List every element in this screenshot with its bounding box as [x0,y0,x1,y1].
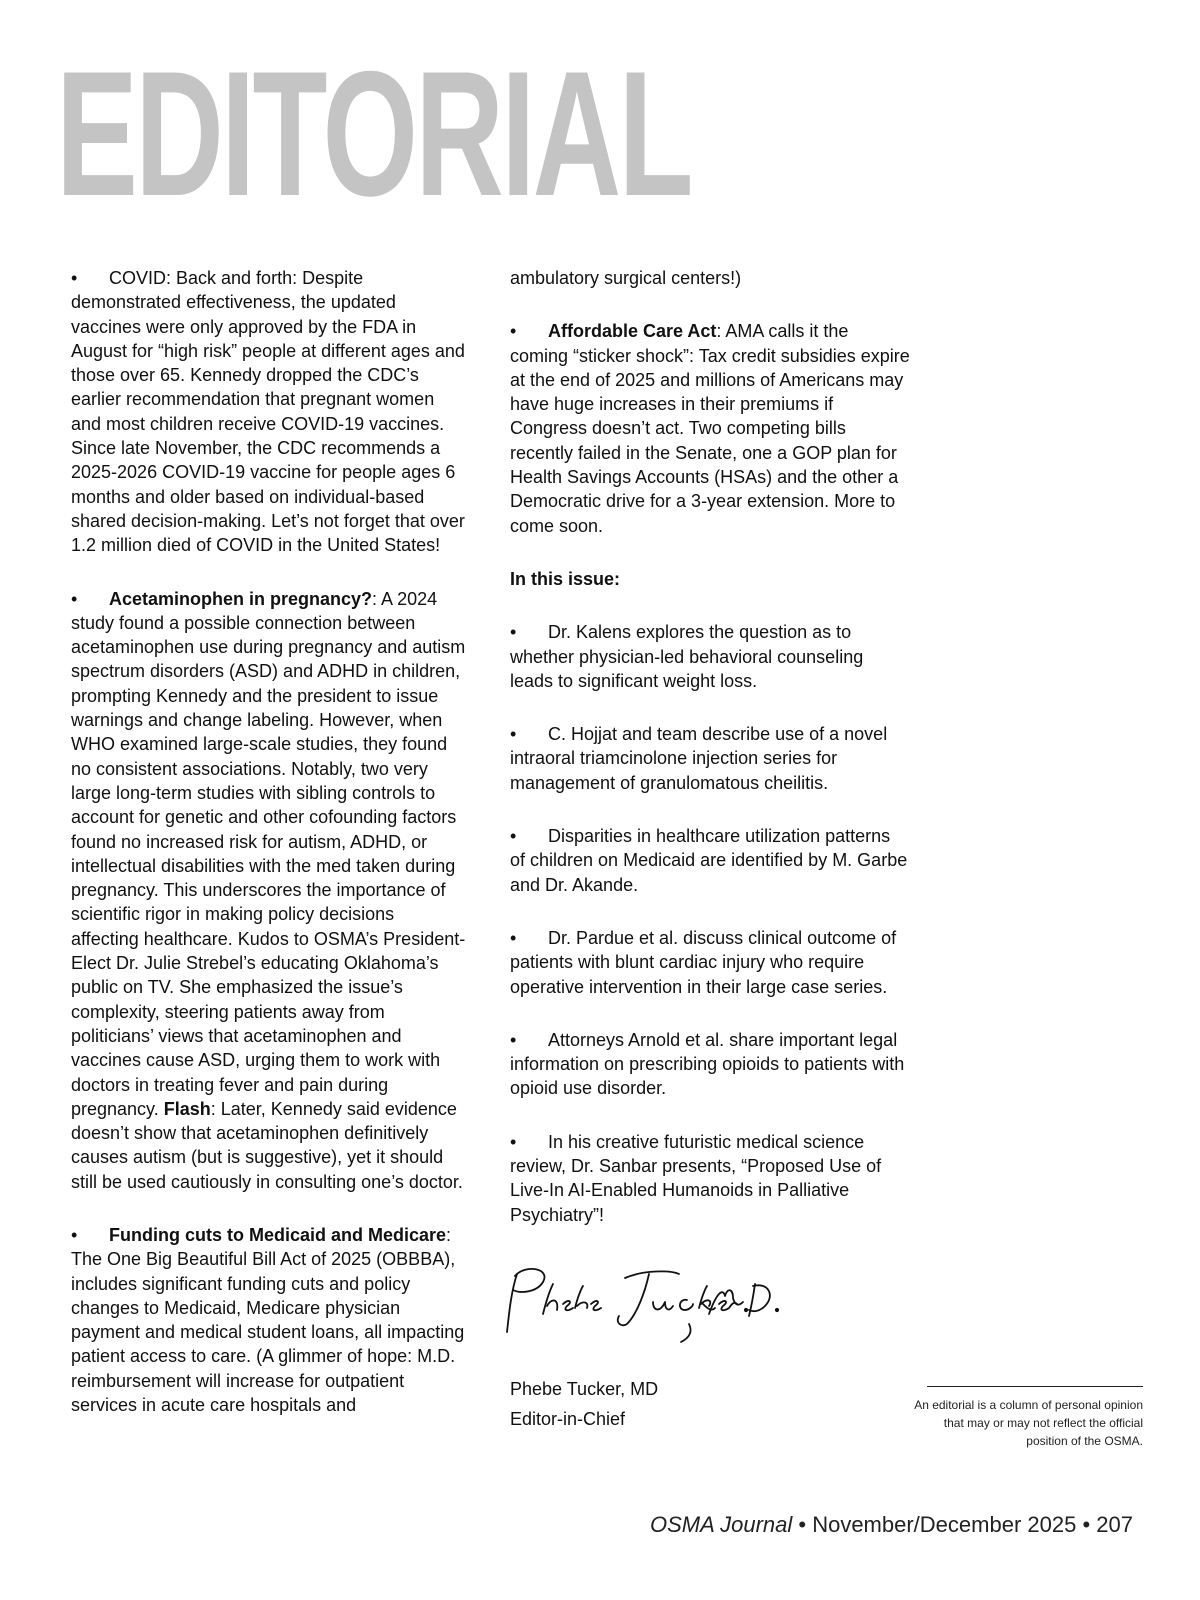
bullet: • [510,927,517,948]
issue-item-text: Dr. Pardue et al. discuss clinical outcome of patients with blunt cardiac injury who require operative intervention in their large case series. [510,927,897,997]
disclaimer-divider [927,1386,1143,1387]
continuation-text: ambulatory surgical centers!) [510,268,742,288]
funding-text: : The One Big Beautiful Bill Act of 2025 (OBBBA), includes significant funding cuts and policy changes to Medicaid, Medicare physician payment and medical student loans, all impacting patient access to care. (A glimmer of hope: M.D. reimbursement will increase for outpatient services in acute care hospitals and [71,1224,465,1416]
bullet: • [510,1131,517,1152]
disclaimer-note: An editorial is a column of personal opinion that may or may not reflect the official position of the OSMA. [914,1398,1143,1448]
acetaminophen-text-1: : A 2024 study found a possible connection between acetaminophen use during pregnancy and autism spectrum disorders (ASD) and ADHD in children, prompting Kennedy and the president to issue warnings and change labeling. However, when WHO examined large-scale studies, they found no consistent associations. Notably, two very large long-term studies with sibling controls to account for genetic and other cofounding factors found no increased risk for autism, ADHD, or intellectual disabilities with the med taken during pregnancy. This underscores the importance of scientific rigor in making policy decisions affecting healthcare. Kudos to OSMA’s President-Elect Dr. Julie Strebel’s educating Oklahoma’s public on TV. She emphasized the issue’s complexity, steering patients away from politicians’ views that acetaminophen and vaccines cause ASD, urging them to work with doctors in treating fever and pain during pregnancy. [71,588,466,1119]
issue-item [510,824,910,897]
issue-item [510,722,910,795]
acetaminophen-text-2: : Later, Kennedy said evidence doesn’t show that acetaminophen definitively causes autism (but is suggestive), yet it should still be used cautiously in consulting one’s doctor. [71,1098,463,1192]
funding-lead: Funding cuts to Medicaid and Medicare [109,1224,447,1245]
in-this-issue-heading: In this issue: [510,568,621,589]
signer-block [510,1374,658,1434]
bullet: • [510,1029,517,1050]
flash-label: Flash [163,1098,211,1119]
footer-journal: OSMA Journal [650,1512,793,1537]
issue-item-text: Attorneys Arnold et al. share important legal information on prescribing opioids to patients with opioid use disorder. [510,1029,905,1099]
bullet: • [510,826,517,847]
right-column [510,266,910,1227]
issue-item-text: In his creative futuristic medical science review, Dr. Sanbar presents, “Proposed Use of Live-In AI-Enabled Humanoids in Palliative Psychiatry”! [510,1131,882,1225]
bullet: • [71,1224,78,1245]
issue-item [510,1130,910,1227]
signature-image [503,1262,783,1348]
signer-name: Phebe Tucker, MD [510,1379,659,1399]
masthead-title: EDITORIAL [56,34,691,233]
footer-separator: • [792,1512,813,1537]
covid-text: COVID: Back and forth: Despite demonstrated effectiveness, the updated vaccines were only approved by the FDA in August for “high risk” people at different ages and those over 65. Kennedy dropped the CDC’s earlier recommendation that pregnant women and most children receive COVID-19 vaccines. Since late November, the CDC recommends a 2025-2026 COVID-19 vaccine for people ages 6 months and older based on individual-based shared decision-making. Let’s not forget that over 1.2 million died of COVID in the United States! [71,268,465,556]
funding-item [71,1223,466,1417]
aca-lead: Affordable Care Act [548,321,717,342]
footer-separator: • [1076,1512,1097,1537]
aca-item [510,319,910,538]
issue-item-text: Disparities in healthcare utilization patterns of children on Medicaid are identified by M. Garbe and Dr. Akande. [510,826,908,895]
aca-text: : AMA calls it the coming “sticker shock”: Tax credit subsidies expire at the end of 2025 and millions of Americans may have huge increases in their premiums if Congress doesn’t act. Two competing bills recently failed in the Senate, one a GOP plan for Health Savings Accounts (HSAs) and the other a Democratic drive for a 3-year extension. More to come soon. [510,321,910,536]
bullet: • [71,268,78,288]
issue-item [510,1028,910,1101]
footer-issue: November/December 2025 [812,1512,1077,1537]
acetaminophen-item [71,587,466,1194]
issue-item [510,620,910,693]
page-footer [650,1511,1133,1539]
issue-item-text: Dr. Kalens explores the question as to whether physician-led behavioral counseling leads to significant weight loss. [510,622,864,691]
issue-item-text: C. Hojjat and team describe use of a novel intraoral triamcinolone injection series for management of granulomatous cheilitis. [510,724,888,793]
bullet: • [71,588,78,609]
acetaminophen-lead: Acetaminophen in pregnancy? [109,588,373,609]
bullet: • [510,321,517,342]
bullet: • [510,622,517,643]
bullet: • [510,724,517,745]
signer-title: Editor-in-Chief [510,1409,626,1429]
page-number: 207 [1096,1512,1133,1537]
covid-item [71,266,466,558]
left-column [71,266,466,1417]
issue-item [510,926,910,999]
